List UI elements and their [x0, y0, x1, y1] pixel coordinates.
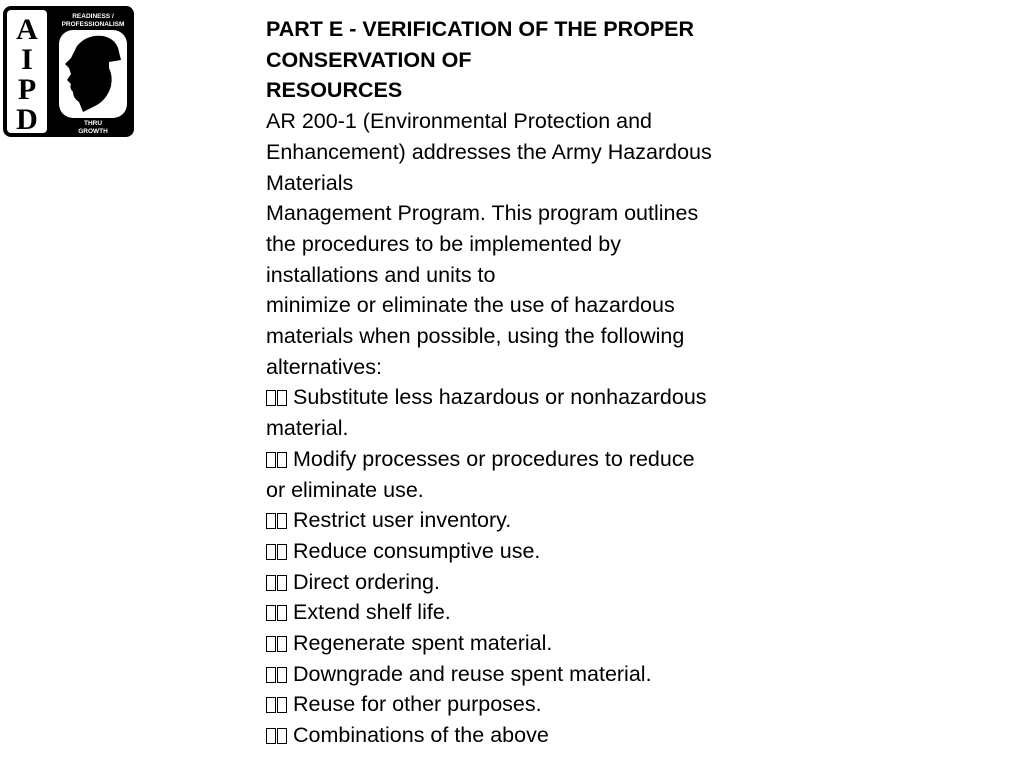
missing-glyph-icon	[266, 628, 288, 659]
missing-glyph-icon	[266, 689, 288, 720]
missing-glyph-icon	[266, 444, 288, 475]
bullet-line: Modify processes or procedures to reduce	[266, 444, 766, 475]
logo-top-text-2: PROFESSIONALISM	[61, 21, 125, 28]
intro-line: AR 200-1 (Environmental Protection and	[266, 109, 653, 134]
list-item	[266, 597, 766, 628]
section-heading	[266, 14, 766, 106]
list-item	[266, 536, 766, 567]
intro-line: Materials	[266, 170, 354, 195]
list-item	[266, 444, 766, 505]
aipd-logo	[3, 6, 134, 137]
bullet-line: Downgrade and reuse spent material.	[266, 659, 766, 690]
logo-letter-p: P	[17, 73, 37, 106]
logo-top-text-1: READINESS /	[72, 13, 114, 20]
missing-glyph-icon	[266, 597, 288, 628]
intro-line: installations and units to	[266, 262, 496, 287]
bullet-line: Reuse for other purposes.	[266, 689, 766, 720]
logo-bottom-text-1: THRU	[83, 120, 103, 127]
logo-letter-i: I	[21, 43, 33, 76]
missing-glyph-icon	[266, 567, 288, 598]
bullet-line: Reduce consumptive use.	[266, 536, 766, 567]
missing-glyph-icon	[266, 382, 288, 413]
logo-letter-a: A	[16, 13, 38, 46]
heading-line: CONSERVATION OF	[266, 47, 472, 72]
bullet-line: Regenerate spent material.	[266, 628, 766, 659]
missing-glyph-icon	[266, 505, 288, 536]
list-item	[266, 720, 766, 751]
intro-line: Management Program. This program outlines	[266, 201, 699, 226]
list-item	[266, 382, 766, 443]
intro-line: alternatives:	[266, 354, 382, 379]
logo-bottom-text-2: GROWTH	[78, 128, 108, 135]
bullet-line: Direct ordering.	[266, 567, 766, 598]
bullet-line: Extend shelf life.	[266, 597, 766, 628]
list-item	[266, 689, 766, 720]
bullet-continuation: material.	[266, 416, 349, 441]
intro-line: Enhancement) addresses the Army Hazardous	[266, 139, 712, 164]
bullet-continuation: or eliminate use.	[266, 477, 424, 502]
bullet-line: Restrict user inventory.	[266, 505, 766, 536]
intro-line: minimize or eliminate the use of hazardous	[266, 293, 675, 318]
missing-glyph-icon	[266, 659, 288, 690]
missing-glyph-icon	[266, 536, 288, 567]
document-body	[266, 14, 766, 751]
list-item	[266, 659, 766, 690]
logo-letter-d: D	[16, 103, 38, 136]
intro-line: the procedures to be implemented by	[266, 231, 621, 256]
list-item	[266, 505, 766, 536]
intro-paragraph	[266, 106, 766, 382]
list-item	[266, 628, 766, 659]
alternatives-list	[266, 382, 766, 750]
bullet-line: Substitute less hazardous or nonhazardous	[266, 382, 766, 413]
bullet-line: Combinations of the above	[266, 720, 766, 751]
heading-line: PART E - VERIFICATION OF THE PROPER	[266, 17, 695, 41]
intro-line: materials when possible, using the following	[266, 324, 685, 349]
missing-glyph-icon	[266, 720, 288, 751]
heading-line: RESOURCES	[266, 78, 403, 103]
list-item	[266, 567, 766, 598]
